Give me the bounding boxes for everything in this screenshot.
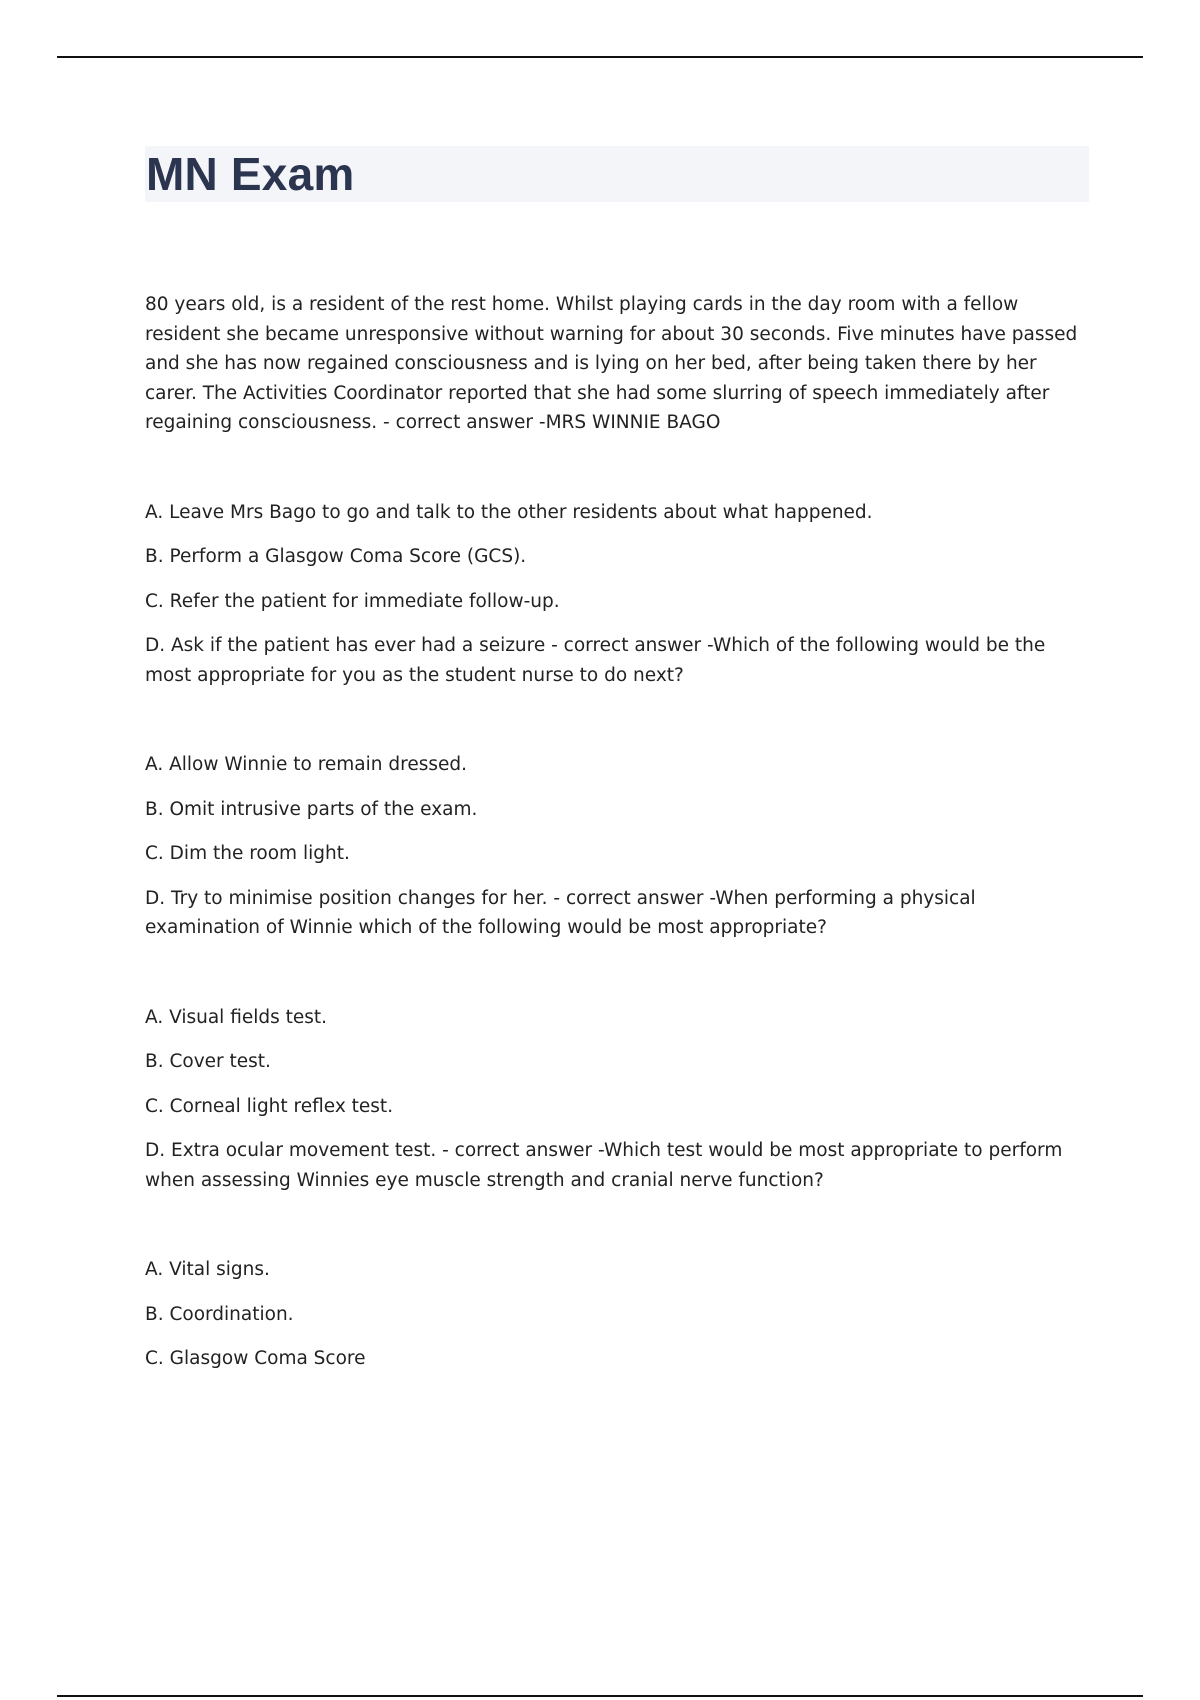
document-title: MN Exam (146, 148, 355, 200)
option-c: C. Dim the room light. (145, 843, 350, 864)
document-body (145, 290, 1091, 1374)
footer-rule (57, 1695, 1143, 1697)
intro-paragraph: 80 years old, is a resident of the rest home. Whilst playing cards in the day room with a fellow resident she became unresponsive without warning for about 30 seconds. Five minutes have passed and she has now regained consciousness and is lying on her bed, after being taken there by her carer. The Activities Coordinator reported that she had some slurring of speech immediately after regaining consciousness. - correct answer -MRS WINNIE BAGO (145, 294, 1078, 433)
option-a: A. Visual fields test. (145, 1006, 328, 1028)
question-block-2 (145, 750, 1091, 943)
option-d: D. Try to minimise position changes for her. - correct answer -When performing a physical examination of Winnie which of the following would be most appropriate? (145, 887, 976, 938)
option-c: C. Glasgow Coma Score (145, 1348, 366, 1369)
option-b: B. Cover test. (145, 1051, 271, 1072)
option-d: D. Ask if the patient has ever had a seizure - correct answer -Which of the following would be the most appropriate for you as the student nurse to do next? (145, 635, 1046, 686)
header-rule (57, 56, 1143, 58)
option-b: B. Perform a Glasgow Coma Score (GCS). (145, 546, 527, 567)
option-a: A. Vital signs. (145, 1259, 270, 1280)
option-a: A. Allow Winnie to remain dressed. (145, 754, 467, 775)
option-a: A. Leave Mrs Bago to go and talk to the other residents about what happened. (145, 501, 873, 523)
option-d: D. Extra ocular movement test. - correct answer -Which test would be most appropriate to perform when assessing Winnies eye muscle strength and cranial nerve function? (145, 1140, 1063, 1191)
question-block-3 (145, 1003, 1091, 1196)
option-b: B. Coordination. (145, 1303, 294, 1325)
option-c: C. Refer the patient for immediate follow-up. (145, 590, 560, 612)
option-c: C. Corneal light reflex test. (145, 1095, 394, 1117)
question-block-1 (145, 498, 1091, 691)
question-block-4 (145, 1255, 1091, 1374)
option-b: B. Omit intrusive parts of the exam. (145, 798, 478, 820)
